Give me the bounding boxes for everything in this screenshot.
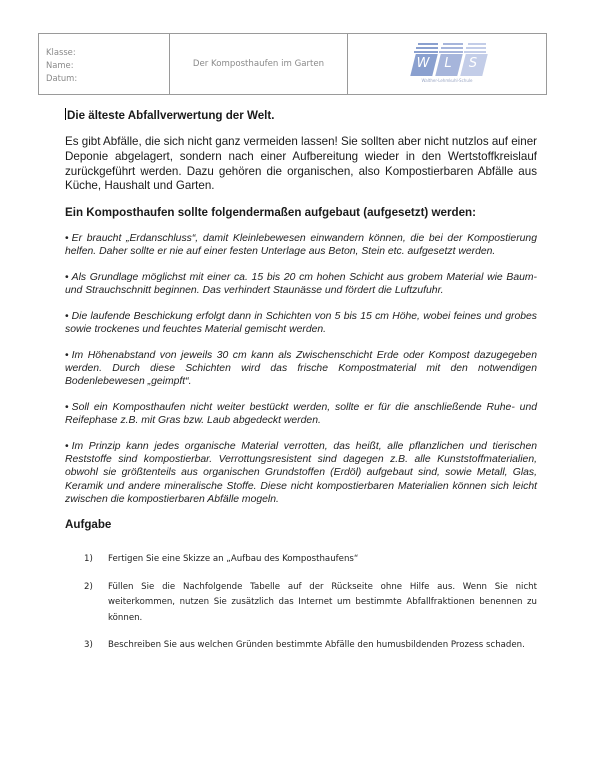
list-item: • Er braucht „Erdanschluss“, damit Kleinlebewesen einwandern können, die bei der Kompostierung helfen. Daher sollte er nie auf einer festen Unterlage aus Beton, Stein etc. aufgesetzt werden. bbox=[65, 233, 537, 258]
task-heading: Aufgabe bbox=[65, 518, 112, 532]
list-item: • Soll ein Komposthaufen nicht weiter bestückt werden, sollte er für die anschließende Ruhe- und Reifephase z.B. mit Gras bzw. Laub abgedeckt werden. bbox=[65, 402, 537, 427]
bullet-icon: • bbox=[65, 272, 69, 284]
logo-cell bbox=[347, 34, 546, 94]
worksheet-title: Der Komposthaufen im Garten bbox=[169, 34, 347, 94]
field-name: Name: bbox=[46, 60, 74, 71]
task-list bbox=[84, 552, 537, 666]
task-item bbox=[84, 580, 537, 627]
list-item: • Im Höhenabstand von jeweils 30 cm kann als Zwischenschicht Erde oder Kompost dazugegeben werden. Durch diese Schichten wird das frische Kompostmaterial mit den notwendigen Bodenlebewesen „geimpft“. bbox=[65, 349, 537, 388]
bullet-icon: • bbox=[65, 349, 69, 361]
section-heading: Ein Komposthaufen sollte folgendermaßen aufgebaut (aufgesetzt) werden: bbox=[65, 206, 476, 220]
task-text: Beschreiben Sie aus welchen Gründen bestimmte Abfälle den humusbildenden Prozess schaden. bbox=[108, 640, 525, 651]
list-item: • Die laufende Beschickung erfolgt dann in Schichten von 5 bis 15 cm Höhe, wobei feines und grobes sowie trockenes und feuchtes Material gemischt werden. bbox=[65, 311, 537, 336]
text-cursor bbox=[65, 108, 66, 120]
task-number: 1) bbox=[84, 554, 93, 564]
task-number: 3) bbox=[84, 640, 93, 651]
task-number: 2) bbox=[84, 581, 93, 592]
bullet-list bbox=[65, 232, 537, 506]
document-title: Die älteste Abfallverwertung der Welt. bbox=[67, 109, 275, 122]
task-text: Füllen Sie die Nachfolgende Tabelle auf der Rückseite ohne Hilfe aus. Wenn Sie nicht weiterkommen, nutzen Sie zusätzlich das Internet um bestimmte Abfallfraktionen benennen zu können. bbox=[108, 581, 537, 623]
bullet-icon: • bbox=[65, 440, 69, 452]
field-klasse: Klasse: bbox=[46, 47, 76, 57]
header-table bbox=[38, 33, 547, 95]
bullet-icon: • bbox=[65, 233, 69, 245]
task-item bbox=[84, 552, 537, 568]
intro-paragraph: Es gibt Abfälle, die sich nicht ganz vermeiden lassen! Sie sollten aber nicht nutzlos auf einer Deponie abgelagert, sondern nach einer Aufbereitung wieder in den Wertstoffkreislauf zurückgeführt werden. Dazu gehören die organischen, also Kompostierbaren Abfälle aus Küche, Haushalt und Garten. bbox=[65, 135, 537, 193]
document-body bbox=[65, 108, 537, 532]
field-datum: Datum: bbox=[46, 73, 78, 84]
bullet-icon: • bbox=[65, 402, 69, 414]
list-item: • Im Prinzip kann jedes organische Material verrotten, das heißt, alle pflanzlichen und tierischen Reststoffe sind kompostierbar. Verrottungsresistent sind dagegen z.B. alle Kunststoffmaterialien, obwohl sie größtenteils aus organischen Grundstoffen (Erdöl) aufgebaut sind, sowie Metall, Glas, Keramik und andere mineralische Stoffe. Diese nicht kompostierbaren Materialien können sich leicht zwischen die kompostierbaren Abfälle mogeln. bbox=[65, 440, 537, 505]
student-fields bbox=[39, 34, 169, 94]
task-item bbox=[84, 638, 537, 654]
bullet-icon: • bbox=[65, 311, 69, 322]
logo-subtitle: Walther-Lehmkuhl-Schule bbox=[421, 78, 473, 83]
task-text: Fertigen Sie eine Skizze an „Aufbau des Komposthaufens“ bbox=[108, 554, 359, 564]
list-item: • Als Grundlage möglichst mit einer ca. 15 bis 20 cm hohen Schicht aus grobem Material wie Baum- und Strauchschnitt beginnen. Das verhindert Staunässe und fördert die Luftzufuhr. bbox=[65, 272, 537, 297]
school-logo-icon: W L S Walther-Lehmkuhl-Schule bbox=[408, 41, 486, 87]
